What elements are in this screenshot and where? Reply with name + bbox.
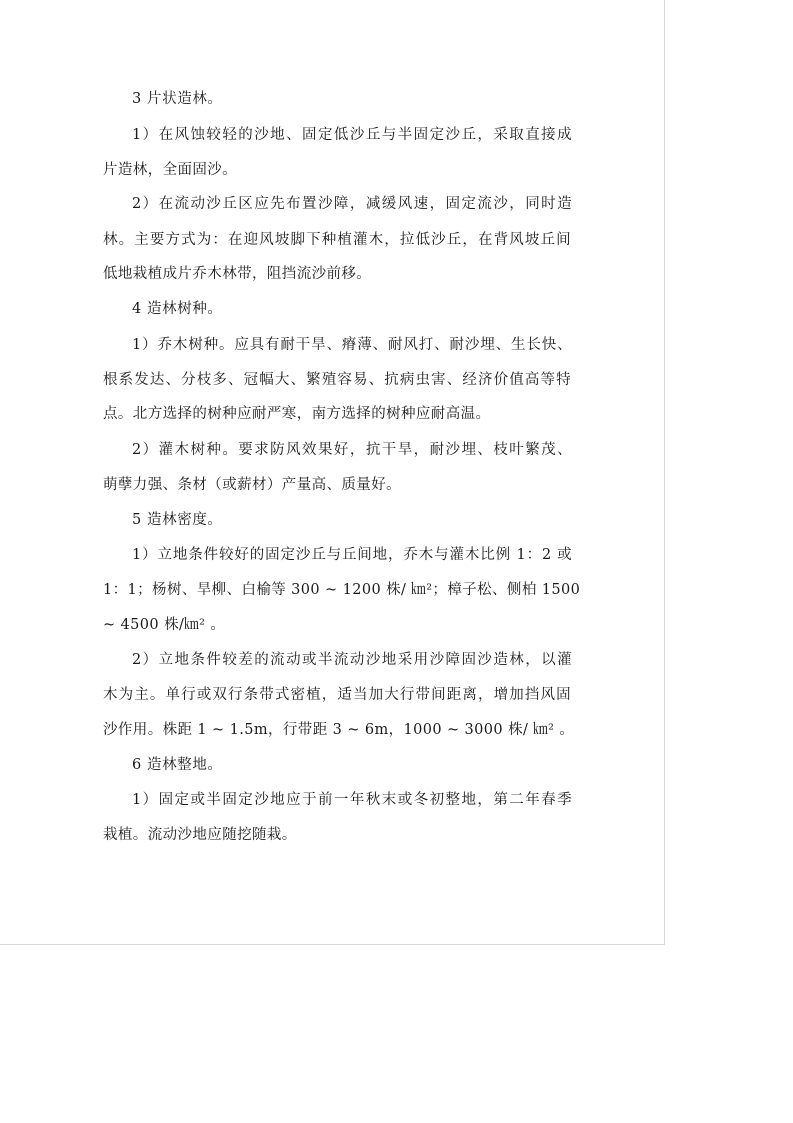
paragraph-line: 2）在流动沙丘区应先布置沙障，减缓风速，固定流沙，同时造 (132, 196, 572, 212)
paragraph-line: 低地栽植成片乔木林带，阻挡流沙前移。 (103, 266, 372, 282)
paragraph-line: 根系发达、分枝多、冠幅大、繁殖容易、抗病虫害、经济价值高等特 (103, 372, 571, 388)
paragraph-line: 2）立地条件较差的流动或半流动沙地采用沙障固沙造林，以灌 (132, 652, 572, 668)
paragraph-line: 1）在风蚀较轻的沙地、固定低沙丘与半固定沙丘，采取直接成 (132, 127, 572, 143)
paragraph-line: 1）立地条件较好的固定沙丘与丘间地，乔木与灌木比例 1：2 或 (132, 547, 572, 563)
paragraph-line: 沙作用。株距 1 ~ 1.5m，行带距 3 ~ 6m，1000 ~ 3000 株/ ㎞² 。 (103, 722, 575, 738)
section-heading-4: 4 造林树种。 (132, 301, 223, 317)
paragraph-line: 1）乔木树种。应具有耐干旱、瘠薄、耐风打、耐沙埋、生长快、 (132, 337, 572, 353)
section-heading-6: 6 造林整地。 (132, 757, 223, 773)
paragraph-line: 点。北方选择的树种应耐严寒，南方选择的树种应耐高温。 (103, 406, 491, 422)
paragraph-line: 木为主。单行或双行条带式密植，适当加大行带间距离，增加挡风固 (103, 687, 571, 703)
section-heading-3: 3 片状造林。 (132, 91, 223, 107)
section-heading-5: 5 造林密度。 (132, 512, 223, 528)
paragraph-line: 林。主要方式为：在迎风坡脚下种植灌木，拉低沙丘，在背风坡丘间 (103, 232, 571, 248)
paragraph-line: 萌孽力强、条材（或薪材）产量高、质量好。 (103, 477, 401, 493)
paragraph-line: 1：1；杨树、旱柳、白榆等 300 ~ 1200 株/ ㎞²；樟子松、侧柏 1500 (103, 582, 581, 598)
paragraph-line: ~ 4500 株/㎞² 。 (103, 617, 226, 633)
paragraph-line: 2）灌木树种。要求防风效果好，抗干旱，耐沙埋、枝叶繁茂、 (132, 442, 572, 458)
paragraph-line: 栽植。流动沙地应随挖随栽。 (103, 827, 297, 843)
paragraph-line: 1）固定或半固定沙地应于前一年秋末或冬初整地，第二年春季 (132, 792, 572, 808)
paragraph-line: 片造林，全面固沙。 (103, 162, 238, 178)
